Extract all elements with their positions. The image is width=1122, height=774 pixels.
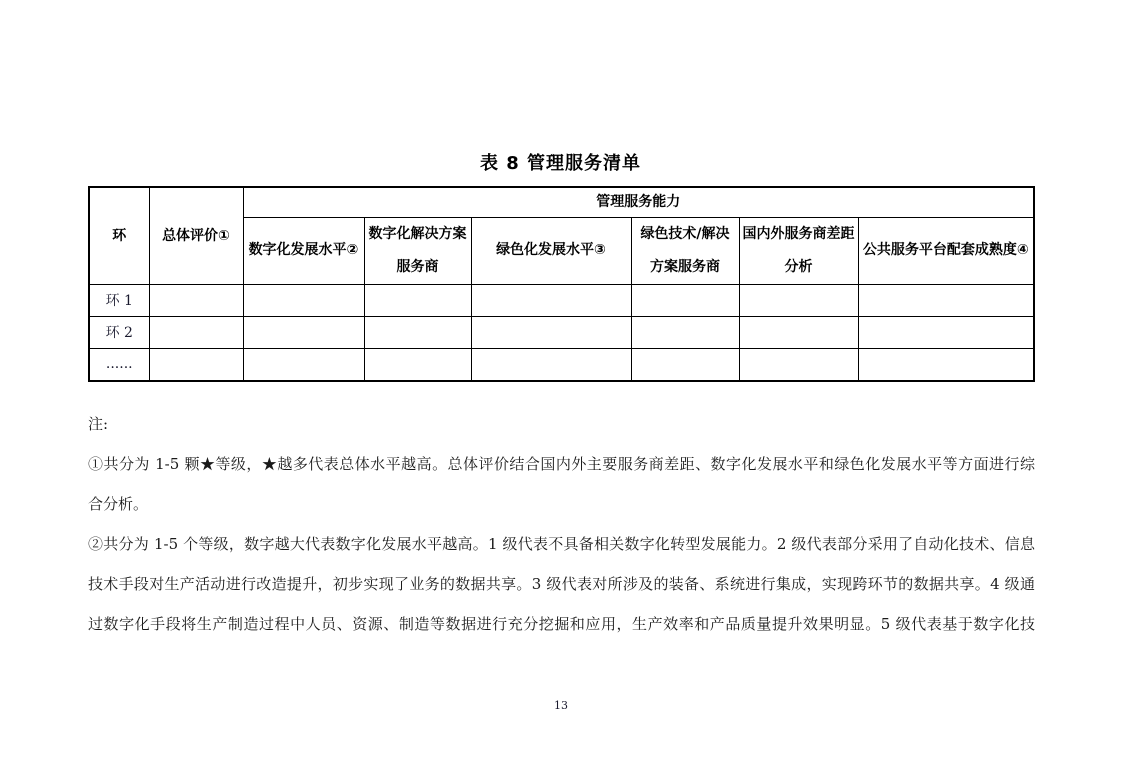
empty-cell bbox=[631, 348, 739, 381]
header-cell-overall-evaluation: 总体评价① bbox=[149, 187, 243, 284]
header-cell-green-tech-solution-provider: 绿色技术/解决方案服务商 bbox=[631, 218, 739, 285]
empty-cell bbox=[739, 348, 858, 381]
empty-cell bbox=[739, 284, 858, 316]
row-label-cell: 环 2 bbox=[89, 316, 149, 348]
note-line-5: 过数字化手段将生产制造过程中人员、资源、制造等数据进行充分挖掘和应用，生产效率和产品质量提升效果明显。5 级代表基于数字化技 bbox=[88, 615, 1035, 633]
empty-cell bbox=[858, 348, 1034, 381]
empty-cell bbox=[149, 284, 243, 316]
header-cell-public-service-platform-maturity: 公共服务平台配套成熟度④ bbox=[858, 218, 1034, 285]
empty-cell bbox=[858, 316, 1034, 348]
note-line-2: 合分析。 bbox=[88, 495, 149, 513]
empty-cell bbox=[364, 348, 471, 381]
row-label-cell: 环 1 bbox=[89, 284, 149, 316]
note-line-4: 技术手段对生产活动进行改造提升，初步实现了业务的数据共享。3 级代表对所涉及的装备、系统进行集成，实现跨环节的数据共享。4 级通 bbox=[88, 575, 1035, 593]
empty-cell bbox=[858, 284, 1034, 316]
table-row bbox=[89, 284, 1034, 316]
row-label-cell: ...... bbox=[89, 348, 149, 381]
management-service-table bbox=[88, 186, 1035, 382]
empty-cell bbox=[471, 348, 631, 381]
empty-cell bbox=[364, 284, 471, 316]
header-cell-domestic-foreign-provider-gap: 国内外服务商差距分析 bbox=[739, 218, 858, 285]
table-row bbox=[89, 348, 1034, 381]
note-line-1: ①共分为 1-5 颗★等级，★越多代表总体水平越高。总体评价结合国内外主要服务商差距、数字化发展水平和绿色化发展水平等方面进行综 bbox=[88, 455, 1035, 473]
empty-cell bbox=[471, 284, 631, 316]
empty-cell bbox=[243, 348, 364, 381]
header-cell-digital-solution-provider: 数字化解决方案服务商 bbox=[364, 218, 471, 285]
header-cell-green-development-level: 绿色化发展水平③ bbox=[471, 218, 631, 285]
header-cell-digital-development-level: 数字化发展水平② bbox=[243, 218, 364, 285]
empty-cell bbox=[631, 284, 739, 316]
note-line-3: ②共分为 1-5 个等级，数字越大代表数字化发展水平越高。1 级代表不具备相关数字化转型发展能力。2 级代表部分采用了自动化技术、信息 bbox=[88, 535, 1035, 553]
table-row bbox=[89, 316, 1034, 348]
empty-cell bbox=[243, 316, 364, 348]
empty-cell bbox=[631, 316, 739, 348]
empty-cell bbox=[364, 316, 471, 348]
empty-cell bbox=[149, 348, 243, 381]
header-cell-ring: 环 bbox=[89, 187, 149, 284]
empty-cell bbox=[471, 316, 631, 348]
header-group-management-service-capability: 管理服务能力 bbox=[243, 187, 1034, 218]
empty-cell bbox=[149, 316, 243, 348]
page-number: 13 bbox=[554, 699, 568, 712]
footnotes bbox=[88, 404, 1035, 644]
empty-cell bbox=[243, 284, 364, 316]
table-title: 表 8 管理服务清单 bbox=[479, 153, 642, 174]
empty-cell bbox=[739, 316, 858, 348]
note-label: 注: bbox=[88, 415, 109, 433]
